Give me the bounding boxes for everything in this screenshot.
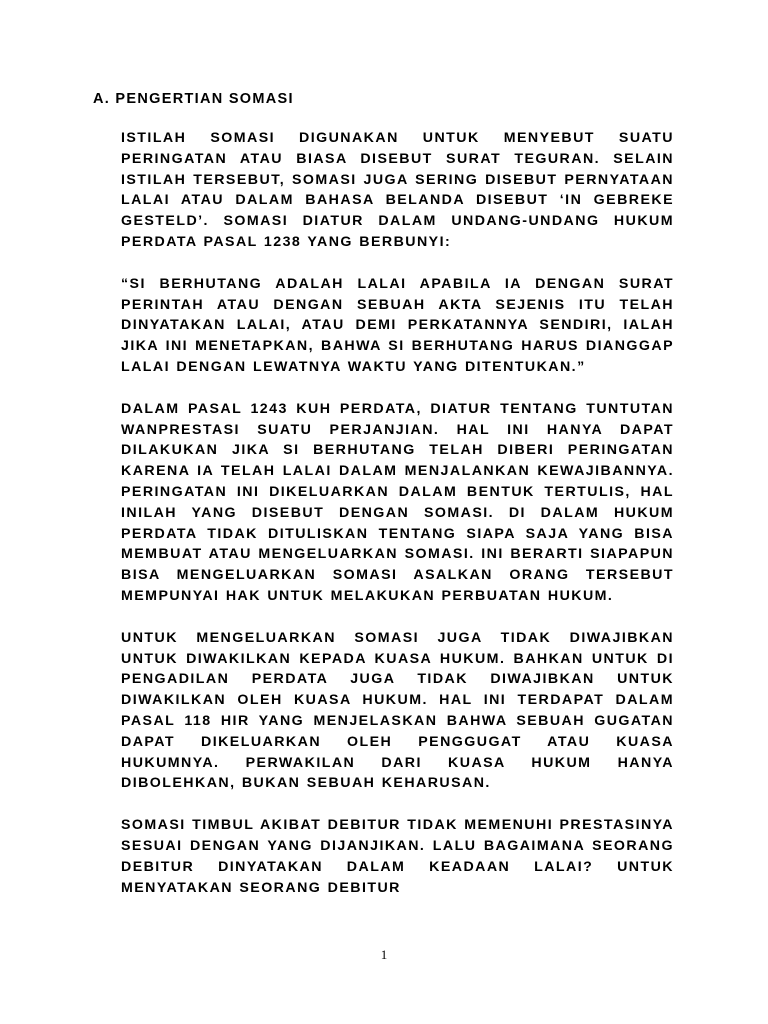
body-text bbox=[121, 128, 674, 919]
paragraph-definition: ISTILAH SOMASI DIGUNAKAN UNTUK MENYEBUT SUATU PERINGATAN ATAU BIASA DISEBUT SURAT TEGURAN. SELAIN ISTILAH TERSEBUT, SOMASI JUGA SERING DISEBUT PERNYATAAN LALAI ATAU DALAM BAHASA BELANDA DISEBUT ‘IN GEBREKE GESTELD’. SOMASI DIATUR DALAM UNDANG-UNDANG HUKUM PERDATA PASAL 1238 YANG BERBUNYI: bbox=[121, 130, 674, 250]
paragraph-quote: “SI BERHUTANG ADALAH LALAI APABILA IA DENGAN SURAT PERINTAH ATAU DENGAN SEBUAH AKTA SEJENIS ITU TELAH DINYATAKAN LALAI, ATAU DEMI PERKATANNYA SENDIRI, IALAH JIKA INI MENETAPKAN, BAHWA SI BERHUTANG HARUS DIANGGAP LALAI DENGAN LEWATNYA WAKTU YANG DITENTUKAN.” bbox=[121, 275, 674, 375]
page-number: 1 bbox=[380, 947, 388, 962]
section-heading: A. PENGERTIAN SOMASI bbox=[93, 91, 294, 107]
paragraph-kuasa-hukum: UNTUK MENGELUARKAN SOMASI JUGA TIDAK DIWAJIBKAN UNTUK DIWAKILKAN KEPADA KUASA HUKUM. BAHKAN UNTUK DI PENGADILAN PERDATA JUGA TIDAK DIWAJIBKAN UNTUK DIWAKILKAN OLEH KUASA HUKUM. HAL INI TERDAPAT DALAM PASAL 118 HIR YANG MENJELASKAN BAHWA SEBUAH GUGATAN DAPAT DIKELUARKAN OLEH PENGGUGAT ATAU KUASA HUKUMNYA. PERWAKILAN DARI KUASA HUKUM HANYA DIBOLEHKAN, BUKAN SEBUAH KEHARUSAN. bbox=[121, 629, 674, 792]
paragraph-pasal-1243: DALAM PASAL 1243 KUH PERDATA, DIATUR TENTANG TUNTUTAN WANPRESTASI SUATU PERJANJIAN. HAL INI HANYA DAPAT DILAKUKAN JIKA SI BERHUTANG TELAH DIBERI PERINGATAN KARENA IA TELAH LALAI DALAM MENJALANKAN KEWAJIBANNYA. PERINGATAN INI DIKELUARKAN DALAM BENTUK TERTULIS, HAL INILAH YANG DISEBUT DENGAN SOMASI. DI DALAM HUKUM PERDATA TIDAK DITULISKAN TENTANG SIAPA SAJA YANG BISA MEMBUAT ATAU MENGELUARKAN SOMASI. INI BERARTI SIAPAPUN BISA MENGELUARKAN SOMASI ASALKAN ORANG TERSEBUT MEMPUNYAI HAK UNTUK MELAKUKAN PERBUATAN HUKUM. bbox=[121, 400, 674, 604]
paragraph-debitur: SOMASI TIMBUL AKIBAT DEBITUR TIDAK MEMENUHI PRESTASINYA SESUAI DENGAN YANG DIJANJIKAN. LALU BAGAIMANA SEORANG DEBITUR DINYATAKAN DALAM KEADAAN LALAI? UNTUK MENYATAKAN SEORANG DEBITUR bbox=[121, 817, 674, 896]
